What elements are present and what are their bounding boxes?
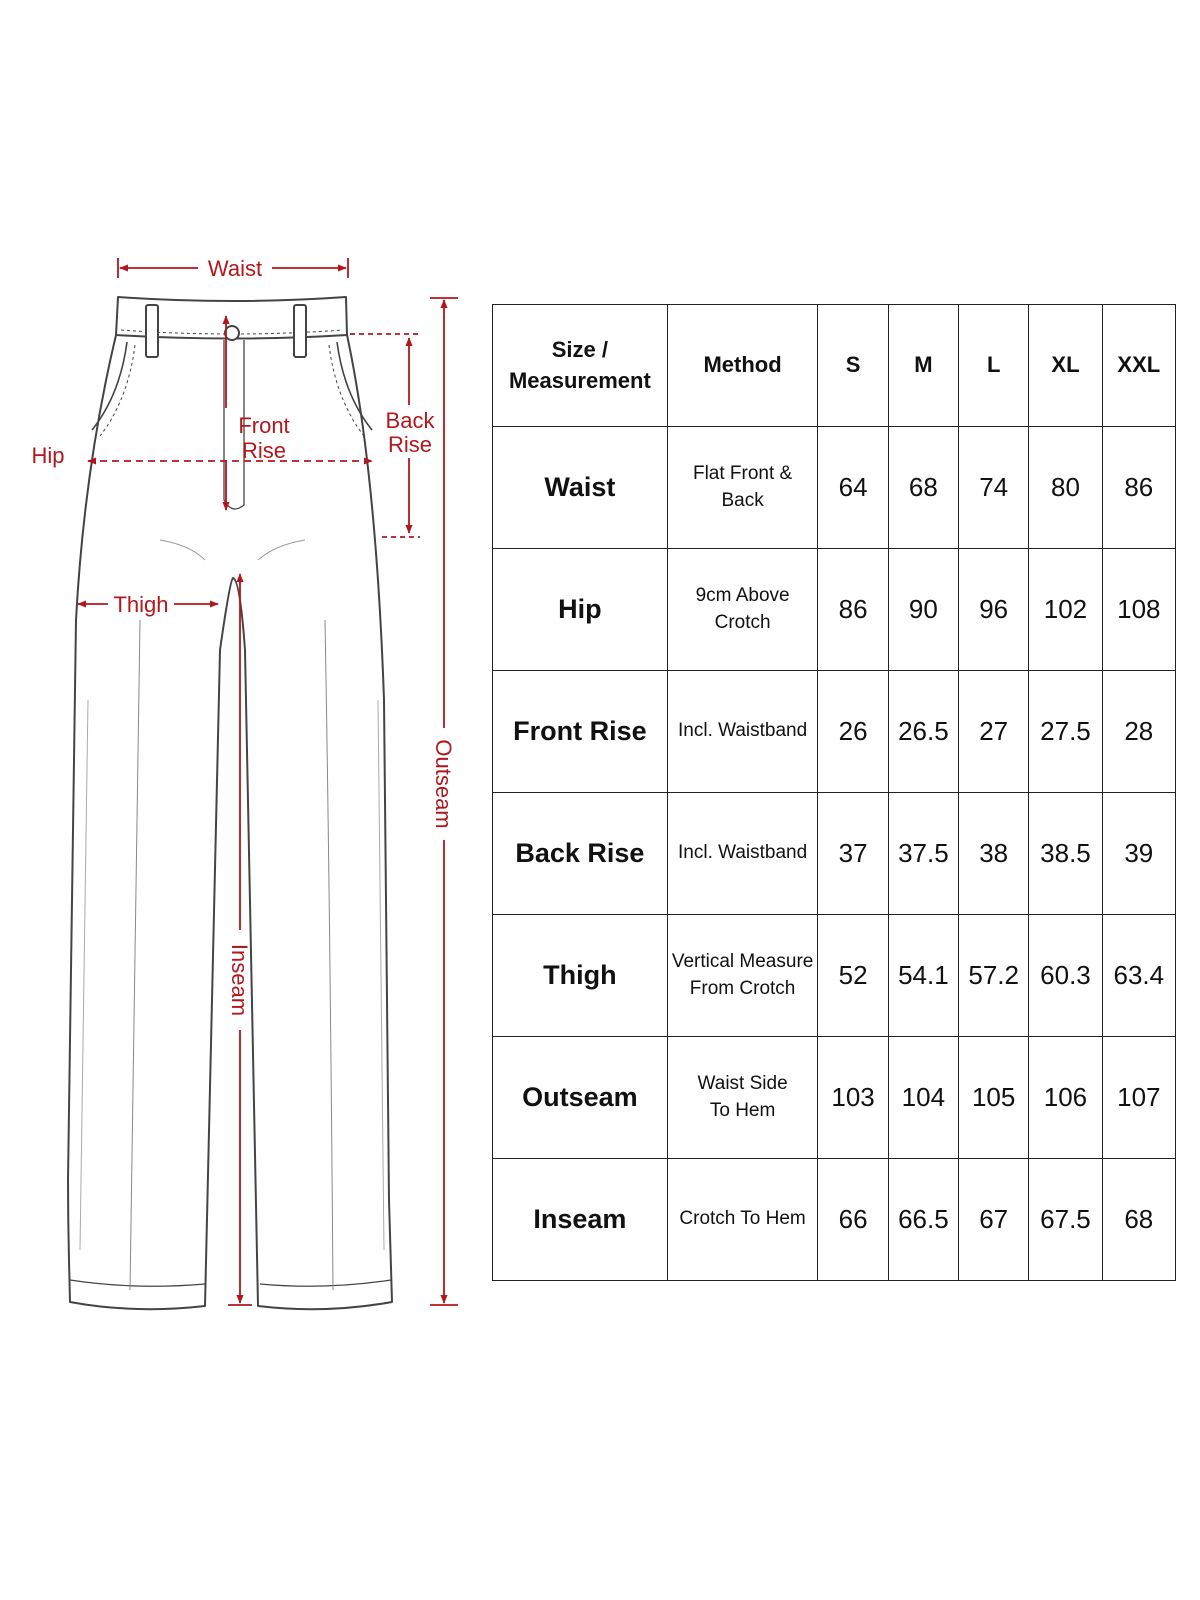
size-value: 60.3 [1029,915,1102,1037]
belt-loop [294,305,306,357]
size-value: 28 [1102,671,1175,793]
measurement-method: Incl. Waistband [667,793,818,915]
table-row [493,549,1176,671]
front-rise-label: Rise [241,438,287,463]
leg-crease [325,620,333,1290]
size-value: 86 [818,549,888,671]
measurement-method: 9cm Above Crotch [667,549,818,671]
size-value: 64 [818,427,888,549]
header-size: M [888,305,958,427]
front-pocket [337,342,372,430]
size-value: 26.5 [888,671,958,793]
measurement-name: Back Rise [493,793,668,915]
header-size: S [818,305,888,427]
header-size: L [959,305,1029,427]
size-value: 52 [818,915,888,1037]
front-pocket [92,342,127,430]
size-value: 26 [818,671,888,793]
measurement-method: Vertical Measure From Crotch [667,915,818,1037]
size-value: 107 [1102,1037,1175,1159]
size-value: 57.2 [959,915,1029,1037]
size-value: 63.4 [1102,915,1175,1037]
measurement-name: Inseam [493,1159,668,1281]
size-value: 103 [818,1037,888,1159]
table-row [493,1159,1176,1281]
size-value: 37.5 [888,793,958,915]
front-rise-label: Front [238,413,290,438]
table-row [493,427,1176,549]
size-value: 38 [959,793,1029,915]
waist-label: Waist [207,256,263,281]
leg-crease [130,620,140,1290]
waist-button [225,326,239,340]
size-value: 66 [818,1159,888,1281]
size-chart-table [492,304,1176,1281]
measurement-method: Flat Front & Back [667,427,818,549]
measurement-method: Incl. Waistband [667,671,818,793]
size-value: 27 [959,671,1029,793]
pants-sketch [68,297,392,1309]
size-value: 96 [959,549,1029,671]
size-value: 105 [959,1037,1029,1159]
size-value: 102 [1029,549,1102,671]
table-row [493,915,1176,1037]
table-row [493,793,1176,915]
back-rise-label: Back [385,408,435,433]
inseam-label: Inseam [227,943,252,1017]
size-value: 104 [888,1037,958,1159]
header-size-measurement: Size / Measurement [493,305,668,427]
measurement-name: Hip [493,549,668,671]
size-value: 66.5 [888,1159,958,1281]
size-value: 68 [1102,1159,1175,1281]
measurement-name: Thigh [493,915,668,1037]
measurement-name: Waist [493,427,668,549]
back-rise-label: Rise [387,432,433,457]
belt-loop [146,305,158,357]
size-value: 54.1 [888,915,958,1037]
header-size: XXL [1102,305,1175,427]
measurement-method: Waist Side To Hem [667,1037,818,1159]
pants-outline [68,335,392,1309]
size-value: 68 [888,427,958,549]
size-value: 86 [1102,427,1175,549]
measurement-name: Outseam [493,1037,668,1159]
header-size: XL [1029,305,1102,427]
size-value: 80 [1029,427,1102,549]
size-value: 90 [888,549,958,671]
size-value: 37 [818,793,888,915]
size-value: 39 [1102,793,1175,915]
measurement-method: Crotch To Hem [667,1159,818,1281]
size-value: 74 [959,427,1029,549]
size-value: 38.5 [1029,793,1102,915]
table-row [493,1037,1176,1159]
size-value: 67.5 [1029,1159,1102,1281]
size-value: 67 [959,1159,1029,1281]
header-method: Method [667,305,818,427]
hip-label: Hip [31,443,65,468]
thigh-label: Thigh [113,592,169,617]
table-row [493,671,1176,793]
size-value: 27.5 [1029,671,1102,793]
table-header-row [493,305,1176,427]
size-value: 106 [1029,1037,1102,1159]
size-value: 108 [1102,549,1175,671]
outseam-label: Outseam [431,739,456,829]
measurement-name: Front Rise [493,671,668,793]
